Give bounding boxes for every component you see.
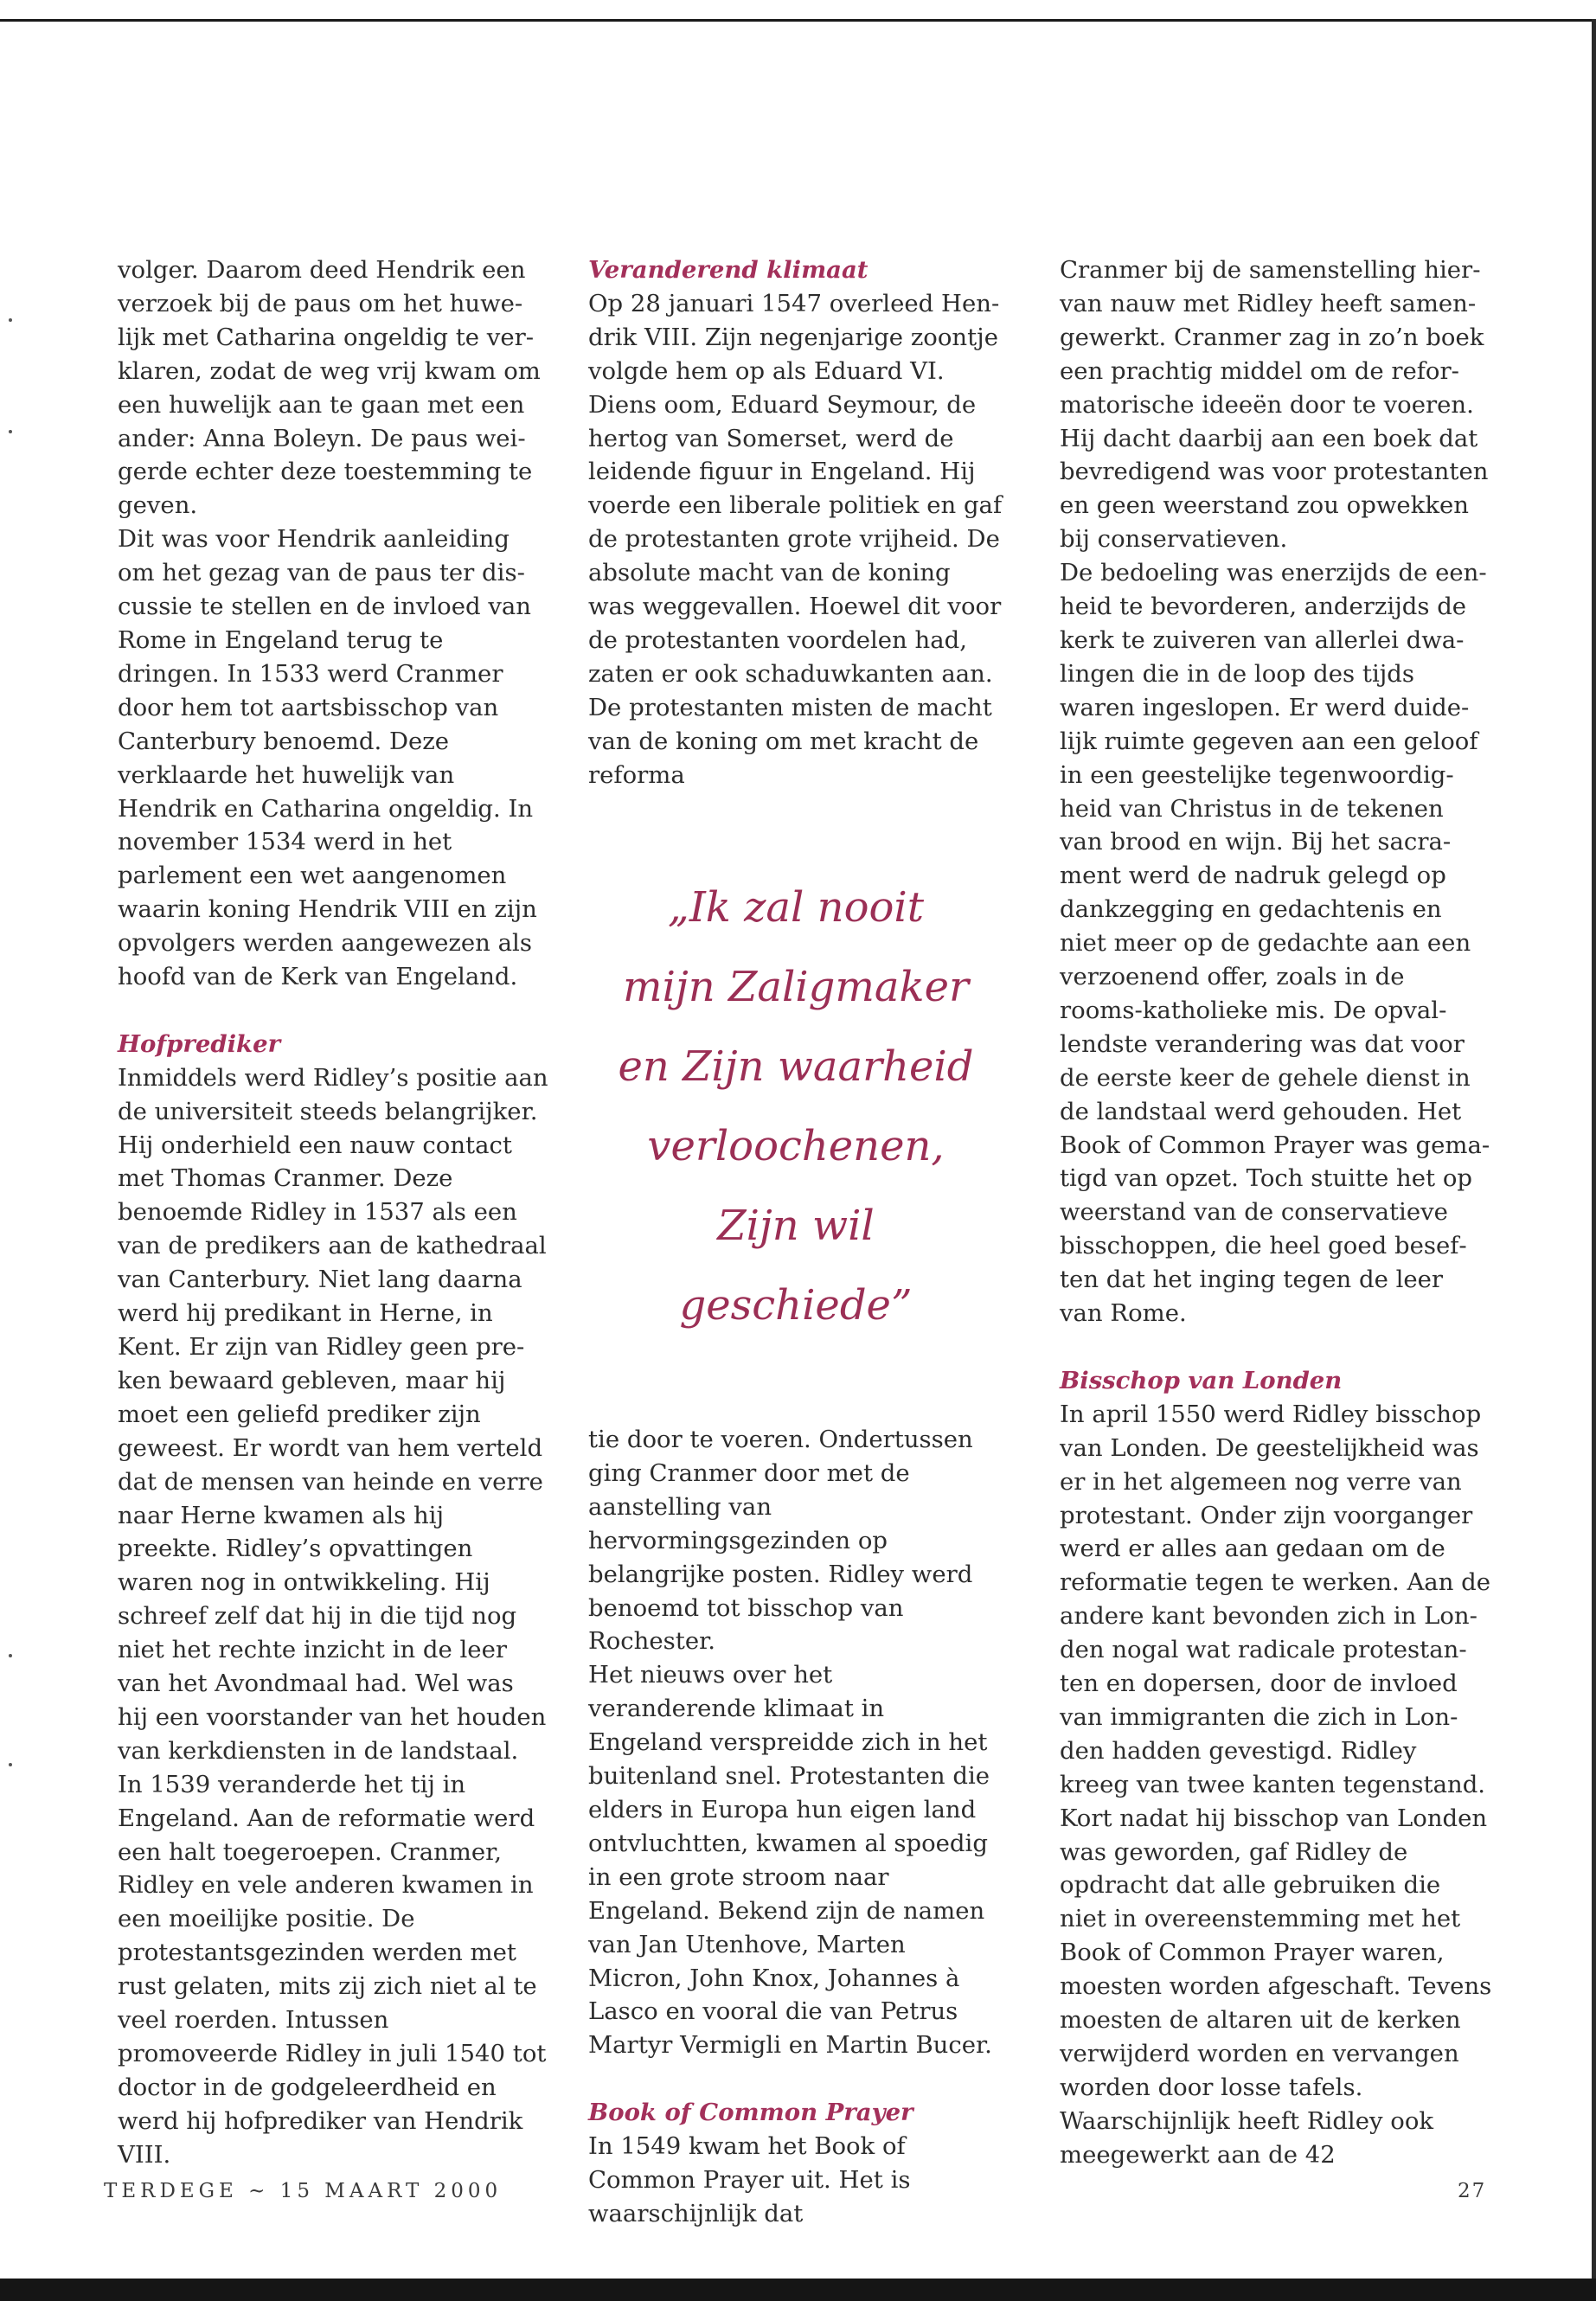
pull-quote-line: en Zijn waarheid — [618, 1042, 974, 1091]
scan-speck — [9, 1654, 12, 1657]
body-paragraph: Cranmer bij de samenstelling hiervan nauw met Ridley heeft samengewerkt. Cranmer zag in zo’n boek een prachtig middel om de reformatorische ideeën door te voeren. Hij dacht daarbij aan een boek dat bevredigend was voor protestanten en geen weerstand zou opwekken bij conservatieven. — [1060, 256, 1489, 554]
section-heading-bisschop-van-londen: Bisschop van Londen — [1060, 1366, 1343, 1394]
top-border-rule — [0, 19, 1596, 22]
body-paragraph: De bedoeling was enerzijds de eenheid te bevorderen, anderzijds de kerk te zuiveren van allerlei dwalingen die in de loop des tijds waren ingeslopen. Er werd duidelijk ruimte gegeven aan een geloof in een geestelijke tegenwoordigheid van Christus in de tekenen van brood en wijn. Bij het sacrament werd de nadruk gelegd op dankzegging en gedachtenis en niet meer op de gedachte aan een verzoenend offer, zoals in de rooms-katholieke mis. De opvallendste verandering was dat voor de eerste keer de gehele dienst in de landstaal werd gehouden. Het Book of Common Prayer was gematigd van opzet. Toch stuitte het op weerstand van de conservatieve bisschoppen, die heel goed beseften dat het inging tegen de leer van Rome. — [1060, 559, 1490, 1328]
spacer — [118, 994, 550, 1028]
footer-publication: TERDEGE ~ 15 MAART 2000 — [104, 2180, 503, 2202]
section-heading-hofprediker: Hofprediker — [118, 1029, 281, 1058]
body-paragraph: Kort nadat hij bisschop van Londen was geworden, gaf Ridley de opdracht dat alle gebruiken die niet in overeenstemming met het Book of Common Prayer waren, moesten worden afgeschaft. Tevens moesten de altaren uit de kerken verwijderd worden en vervangen worden door losse tafels. Waarschijnlijk heeft Ridley ook meegewerkt aan de 42 — [1060, 1804, 1492, 2169]
spacer — [1060, 1330, 1492, 1364]
pull-quote-line: verloochenen, — [647, 1122, 945, 1170]
body-paragraph: tie door te voeren. Ondertussen ging Cranmer door met de aanstelling van hervormingsgezinden op belangrijke posten. Ridley werd benoemd tot bisschop van Rochester. — [588, 1426, 973, 1656]
body-paragraph: Inmiddels werd Ridley’s positie aan de universiteit steeds belangrijker. Hij onderhield een nauw contact met Thomas Cranmer. Deze benoemde Ridley in 1537 als een van de predikers aan de kathedraal van Canterbury. Niet lang daarna werd hij predikant in Herne, in Kent. Er zijn van Ridley geen preken bewaard gebleven, maar hij moet een geliefd prediker zijn geweest. Er wordt van hem verteld dat de mensen van heinde en verre naar Herne kwamen als hij preekte. Ridley’s opvattingen waren nog in ontwikkeling. Hij schreef zelf dat hij in die tijd nog niet het rechte inzicht in de leer van het Avondmaal had. Wel was hij een voorstander van het houden van kerkdiensten in de landstaal. In 1539 veranderde het tij in Engeland. Aan de reformatie werd een halt toegeroepen. Cranmer, Ridley en vele anderen kwamen in een moeilijke positie. De protestantsgezinden werden met rust gelaten, mits zij zich niet al te veel roerden. Intussen promoveerde Ridley in juli 1540 tot doctor in de godgeleerdheid en werd hij hofprediker van Hendrik VIII. — [118, 1063, 548, 2169]
section-heading-book-of-common-prayer: Book of Common Prayer — [588, 2099, 913, 2127]
column-2-top — [588, 253, 1003, 792]
section-heading-veranderend-klimaat: Veranderend klimaat — [588, 256, 869, 284]
page-number: 27 — [1458, 2180, 1487, 2202]
scan-speck — [9, 430, 12, 433]
scan-speck — [9, 318, 12, 322]
body-paragraph: In 1549 kwam het Book of Common Prayer uit. Het is waarschijnlijk dat — [588, 2132, 911, 2227]
spacer — [588, 2062, 1003, 2096]
right-border-rule — [1592, 19, 1596, 2301]
column-1 — [118, 253, 550, 2172]
body-paragraph: In april 1550 werd Ridley bisschop van Londen. De geestelijkheid was er in het algemeen nog verre van protestant. Onder zijn voorganger werd er alles aan gedaan om de reformatie tegen te werken. Aan de andere kant bevonden zich in Londen nogal wat radicale protestanten en dopersen, door de invloed van immigranten die zich in Londen hadden gevestigd. Ridley kreeg van twee kanten tegenstand. — [1060, 1400, 1491, 1798]
column-2-bottom — [588, 1423, 1003, 2231]
body-paragraph: volger. Daarom deed Hendrik een verzoek bij de paus om het huwelijk met Catharina ongeldig te verklaren, zodat de weg vrij kwam om een huwelijk aan te gaan met een ander: Anna Boleyn. De paus weigerde echter deze toestemming te geven. — [118, 256, 541, 520]
column-3 — [1060, 253, 1492, 2172]
pull-quote-line: geschiede” — [679, 1281, 913, 1330]
pull-quote — [588, 868, 1003, 1345]
pull-quote-line: Zijn wil — [717, 1202, 875, 1250]
pull-quote-line: „Ik zal nooit — [667, 883, 925, 932]
body-paragraph: Het nieuws over het veranderende klimaat in Engeland verspreidde zich in het buitenland snel. Protestanten die elders in Europa hun eigen land ontvluchtten, kwamen al spoedig in een grote stroom naar Engeland. Bekend zijn de namen van Jan Utenhove, Marten Micron, John Knox, Johannes à Lasco en vooral die van Petrus Martyr Vermigli en Martin Bucer. — [588, 1661, 992, 2060]
body-paragraph: Dit was voor Hendrik aanleiding om het gezag van de paus ter discussie te stellen en de invloed van Rome in Engeland terug te dringen. In 1533 werd Cranmer door hem tot aartsbisschop van Canterbury benoemd. Deze verklaarde het huwelijk van Hendrik en Catharina ongeldig. In november 1534 werd in het parlement een wet aangenomen waarin koning Hendrik VIII en zijn opvolgers werden aangewezen als hoofd van de Kerk van Engeland. — [118, 525, 537, 991]
bottom-border-rule — [0, 2279, 1596, 2301]
scan-speck — [9, 1763, 12, 1766]
pull-quote-line: mijn Zaligmaker — [623, 963, 969, 1011]
body-paragraph: Op 28 januari 1547 overleed Hendrik VIII. Zijn negenjarige zoontje volgde hem op als Eduard VI. Diens oom, Eduard Seymour, de hertog van Somerset, werd de leidende figuur in Engeland. Hij voerde een liberale politiek en gaf de protestanten grote vrijheid. De absolute macht van de koning was weggevallen. Hoewel dit voor de protestanten voordelen had, zaten er ook schaduwkanten aan. De protestanten misten de macht van de koning om met kracht de reforma — [588, 289, 1003, 789]
